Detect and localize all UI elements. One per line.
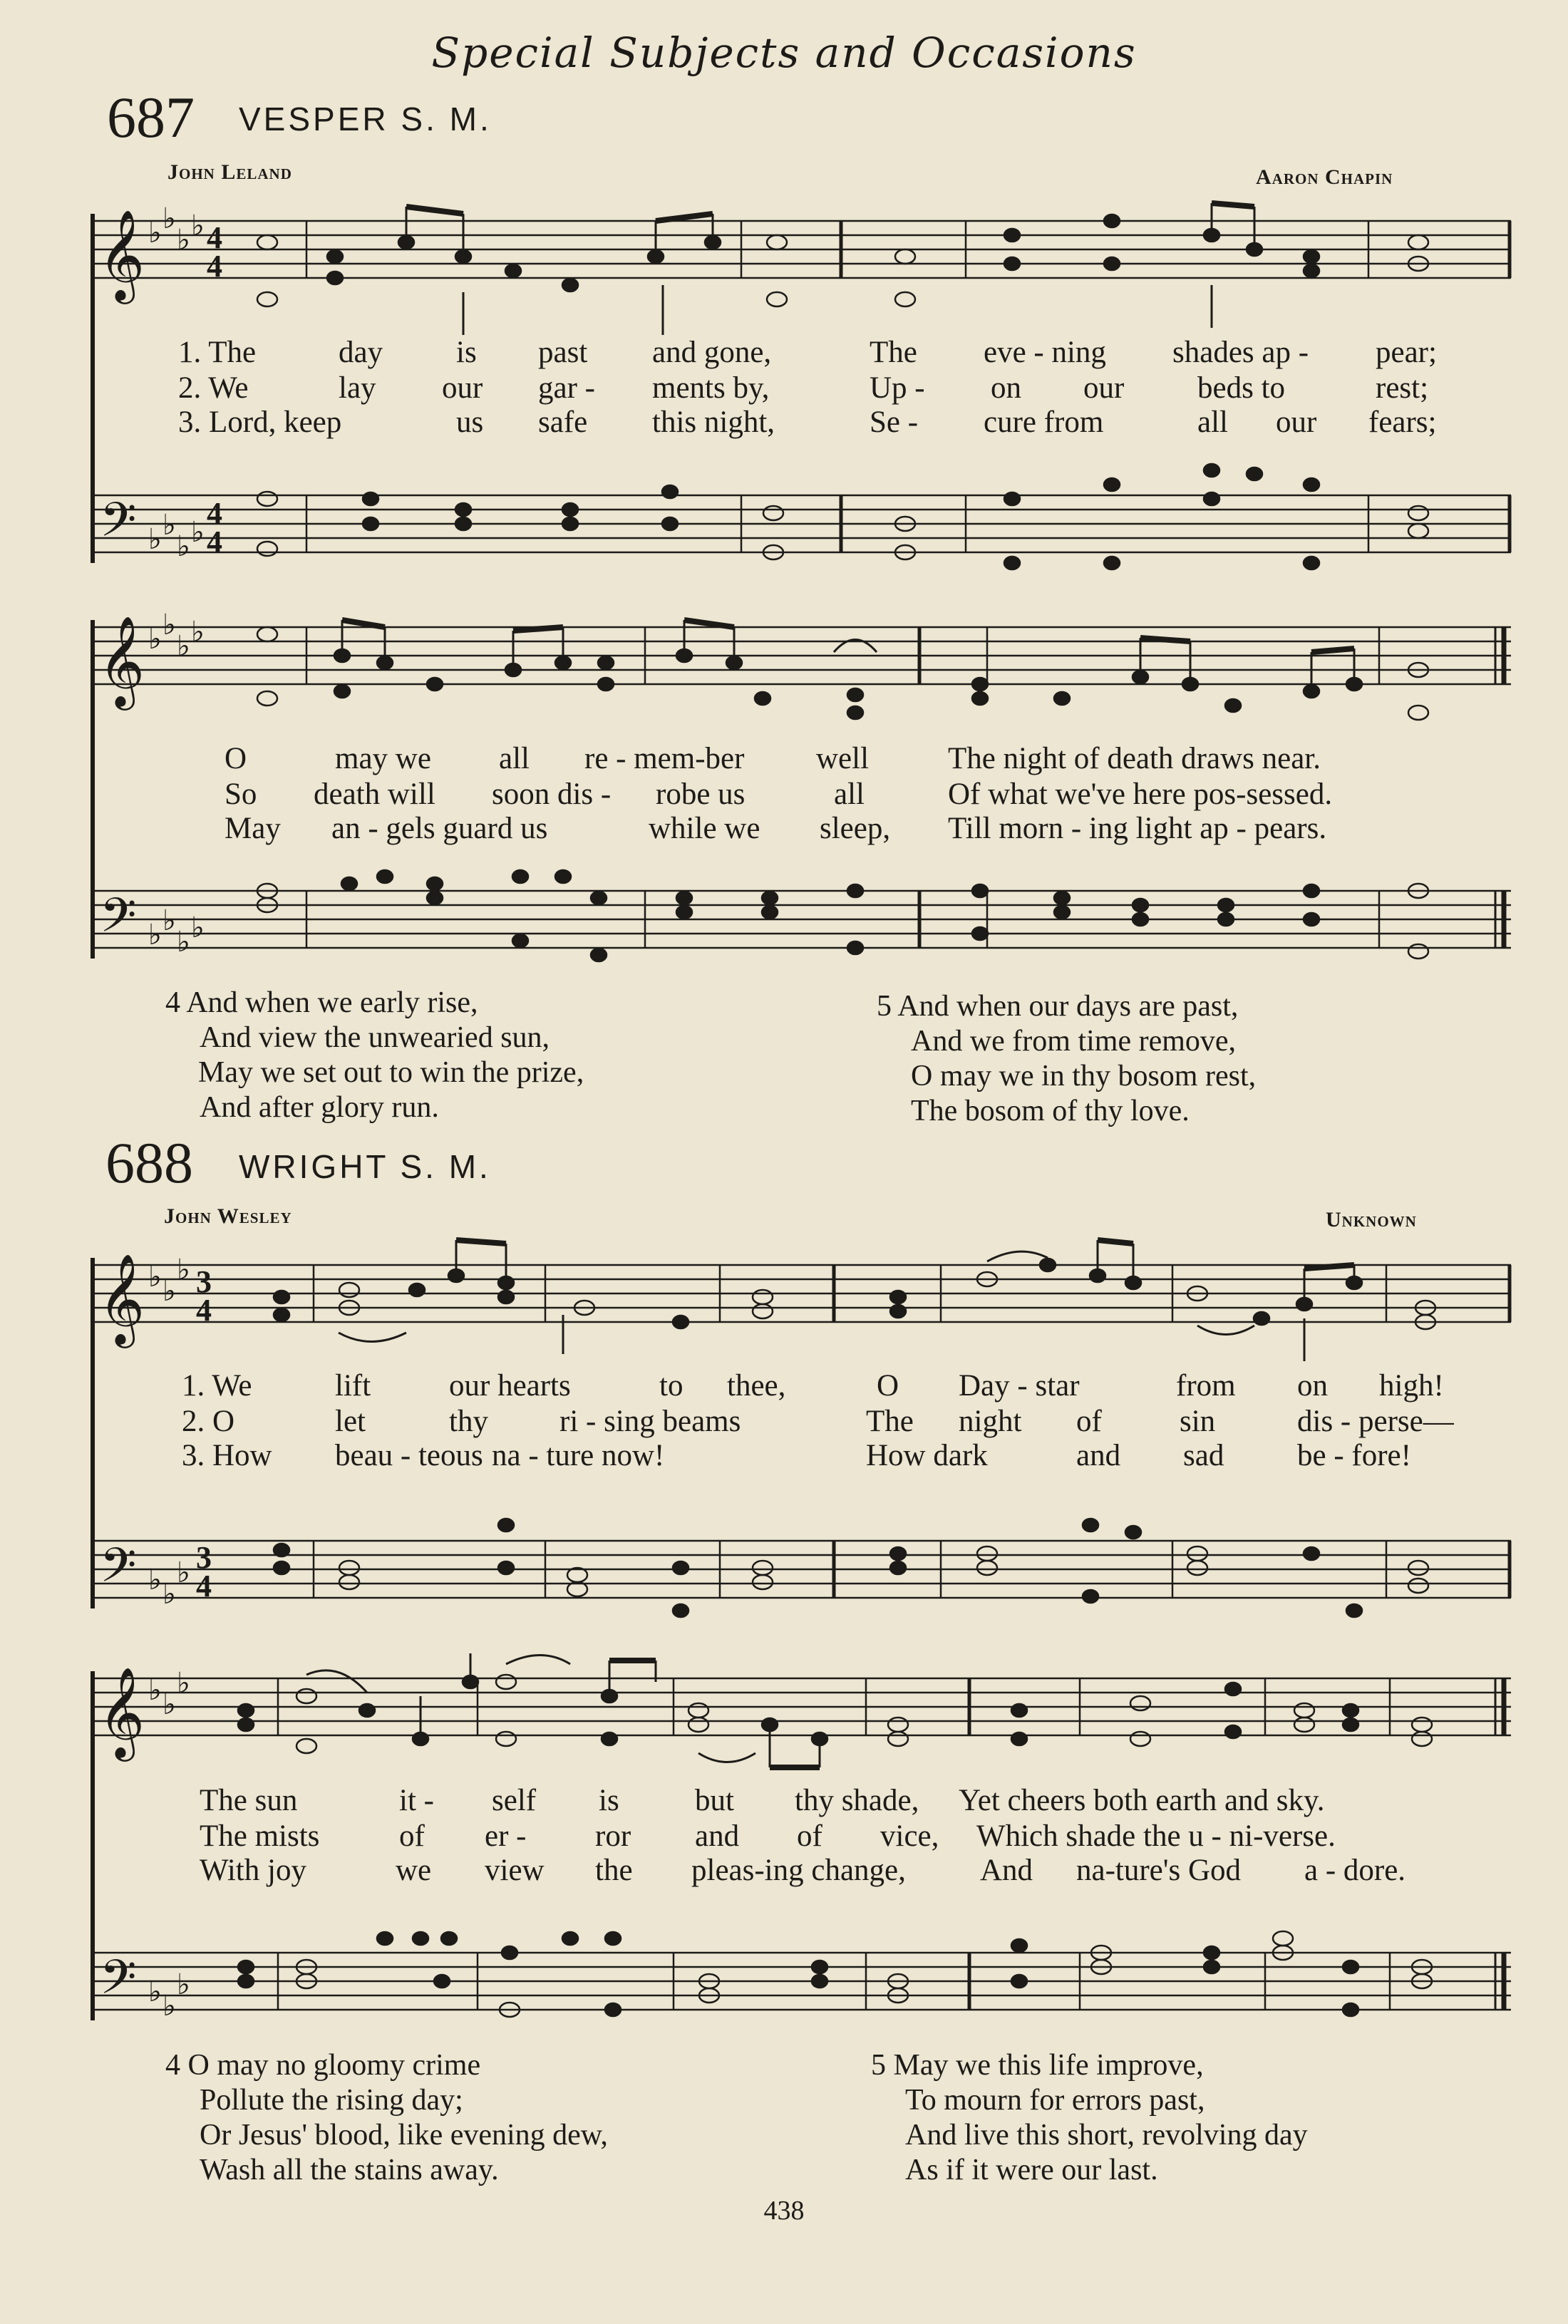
svg-text:♭: ♭ xyxy=(148,217,162,249)
lyric-line-verse3: 3. How beau - teous na - ture now! How dark and sad be - fore! xyxy=(182,1439,1411,1472)
lyric-line-verse1: 1. We lift our hearts to thee, O Day - star from on high! xyxy=(182,1369,1444,1403)
stanza-4: 4 And when we early rise, And view the unwearied sun, May we set out to win the prize, And after glory run. xyxy=(165,986,584,1124)
svg-text:♭: ♭ xyxy=(177,926,190,959)
svg-text:𝄞: 𝄞 xyxy=(98,1253,145,1344)
lyric-line-verse2: So death will soon dis - robe us all Of what we've here pos-sessed. xyxy=(225,778,1333,811)
svg-text:♭: ♭ xyxy=(163,1578,176,1611)
svg-text:♭: ♭ xyxy=(177,630,190,663)
svg-text:4: 4 xyxy=(207,220,222,255)
svg-text:♭: ♭ xyxy=(148,1564,162,1596)
svg-text:4: 4 xyxy=(207,496,222,531)
svg-text:♭: ♭ xyxy=(148,919,162,951)
svg-text:♭: ♭ xyxy=(191,911,205,944)
svg-text:𝄞: 𝄞 xyxy=(98,1666,145,1757)
svg-text:♭: ♭ xyxy=(191,616,205,649)
hymn-number: 687 xyxy=(107,85,195,150)
svg-text:♭: ♭ xyxy=(148,523,162,556)
svg-text:♭: ♭ xyxy=(148,1674,162,1707)
svg-text:♭: ♭ xyxy=(177,1556,190,1589)
svg-text:4: 4 xyxy=(196,1293,212,1328)
svg-text:𝄢: 𝄢 xyxy=(100,888,137,954)
svg-text:♭: ♭ xyxy=(177,224,190,257)
svg-text:♭: ♭ xyxy=(163,1275,176,1308)
hymn-number: 688 xyxy=(105,1130,193,1195)
lyric-line-verse1: The sun it - self is but thy shade, Yet cheers both earth and sky. xyxy=(200,1784,1325,1817)
lyric-line-verse3: With joy we view the pleas-ing change, And na-ture's God a - dore. xyxy=(200,1854,1406,1887)
staff-687-1-treble xyxy=(93,221,1511,278)
lyric-line-verse2: 2. We lay our gar - ments by, Up - on our beds to rest; xyxy=(178,371,1429,405)
svg-text:4: 4 xyxy=(196,1569,212,1603)
stanza-5: 5 And when our days are past, And we from time remove, O may we in thy bosom rest, The bosom of thy love. xyxy=(877,990,1257,1127)
svg-text:4: 4 xyxy=(207,249,222,284)
svg-text:♭: ♭ xyxy=(191,210,205,242)
author-credit: John Leland xyxy=(167,160,292,184)
lyric-line-verse3: May an - gels guard us while we sleep, Till morn - ing light ap - pears. xyxy=(225,812,1327,845)
composer-credit: Aaron Chapin xyxy=(1256,165,1393,189)
svg-text:♭: ♭ xyxy=(177,530,190,563)
svg-text:♭: ♭ xyxy=(163,202,176,235)
lyric-line-verse2: 2. O let thy ri - sing beams The night of sin dis - perse— xyxy=(182,1405,1454,1438)
lyric-line-verse3: 3. Lord, keep us safe this night, Se - cure from all our fears; xyxy=(178,406,1437,439)
svg-text:3: 3 xyxy=(196,1264,212,1299)
svg-text:♭: ♭ xyxy=(163,1990,176,2023)
svg-text:4: 4 xyxy=(207,525,222,559)
svg-text:𝄢: 𝄢 xyxy=(100,1950,137,2016)
svg-text:♭: ♭ xyxy=(148,1976,162,2008)
svg-text:♭: ♭ xyxy=(177,1667,190,1700)
composer-credit: Unknown xyxy=(1326,1208,1417,1231)
svg-text:♭: ♭ xyxy=(163,609,176,641)
stanza-4: 4 O may no gloomy crime Pollute the rising day; Or Jesus' blood, like evening dew, Wash all the stains away. xyxy=(165,2049,608,2186)
author-credit: John Wesley xyxy=(164,1204,292,1228)
svg-text:𝄢: 𝄢 xyxy=(100,1538,137,1604)
stanza-5: 5 May we this life improve, To mourn for errors past, And live this short, revolving day As if it were our last. xyxy=(871,2049,1308,2186)
lyric-line-verse1: O may we all re - mem-ber well The night of death draws near. xyxy=(225,742,1321,775)
svg-text:♭: ♭ xyxy=(148,623,162,656)
tune-name: VESPER S. M. xyxy=(239,100,492,138)
svg-text:3: 3 xyxy=(196,1540,212,1575)
running-head: Special Subjects and Occasions xyxy=(431,29,1137,77)
svg-text:♭: ♭ xyxy=(163,1688,176,1721)
svg-text:♭: ♭ xyxy=(148,1261,162,1293)
svg-text:♭: ♭ xyxy=(163,509,176,542)
lyric-line-verse2: The mists of er - ror and of vice, Which shade the u - ni-verse. xyxy=(200,1819,1336,1853)
svg-text:♭: ♭ xyxy=(177,1254,190,1286)
svg-text:𝄞: 𝄞 xyxy=(98,615,145,706)
lyric-line-verse1: 1. The day is past and gone, The eve - ning shades ap - pear; xyxy=(178,336,1437,369)
svg-text:♭: ♭ xyxy=(191,516,205,549)
svg-text:𝄞: 𝄞 xyxy=(98,209,145,300)
svg-text:♭: ♭ xyxy=(177,1968,190,2001)
svg-text:♭: ♭ xyxy=(163,904,176,937)
page-number: 438 xyxy=(763,2196,805,2226)
svg-text:𝄢: 𝄢 xyxy=(100,492,137,559)
tune-name: WRIGHT S. M. xyxy=(239,1148,491,1185)
